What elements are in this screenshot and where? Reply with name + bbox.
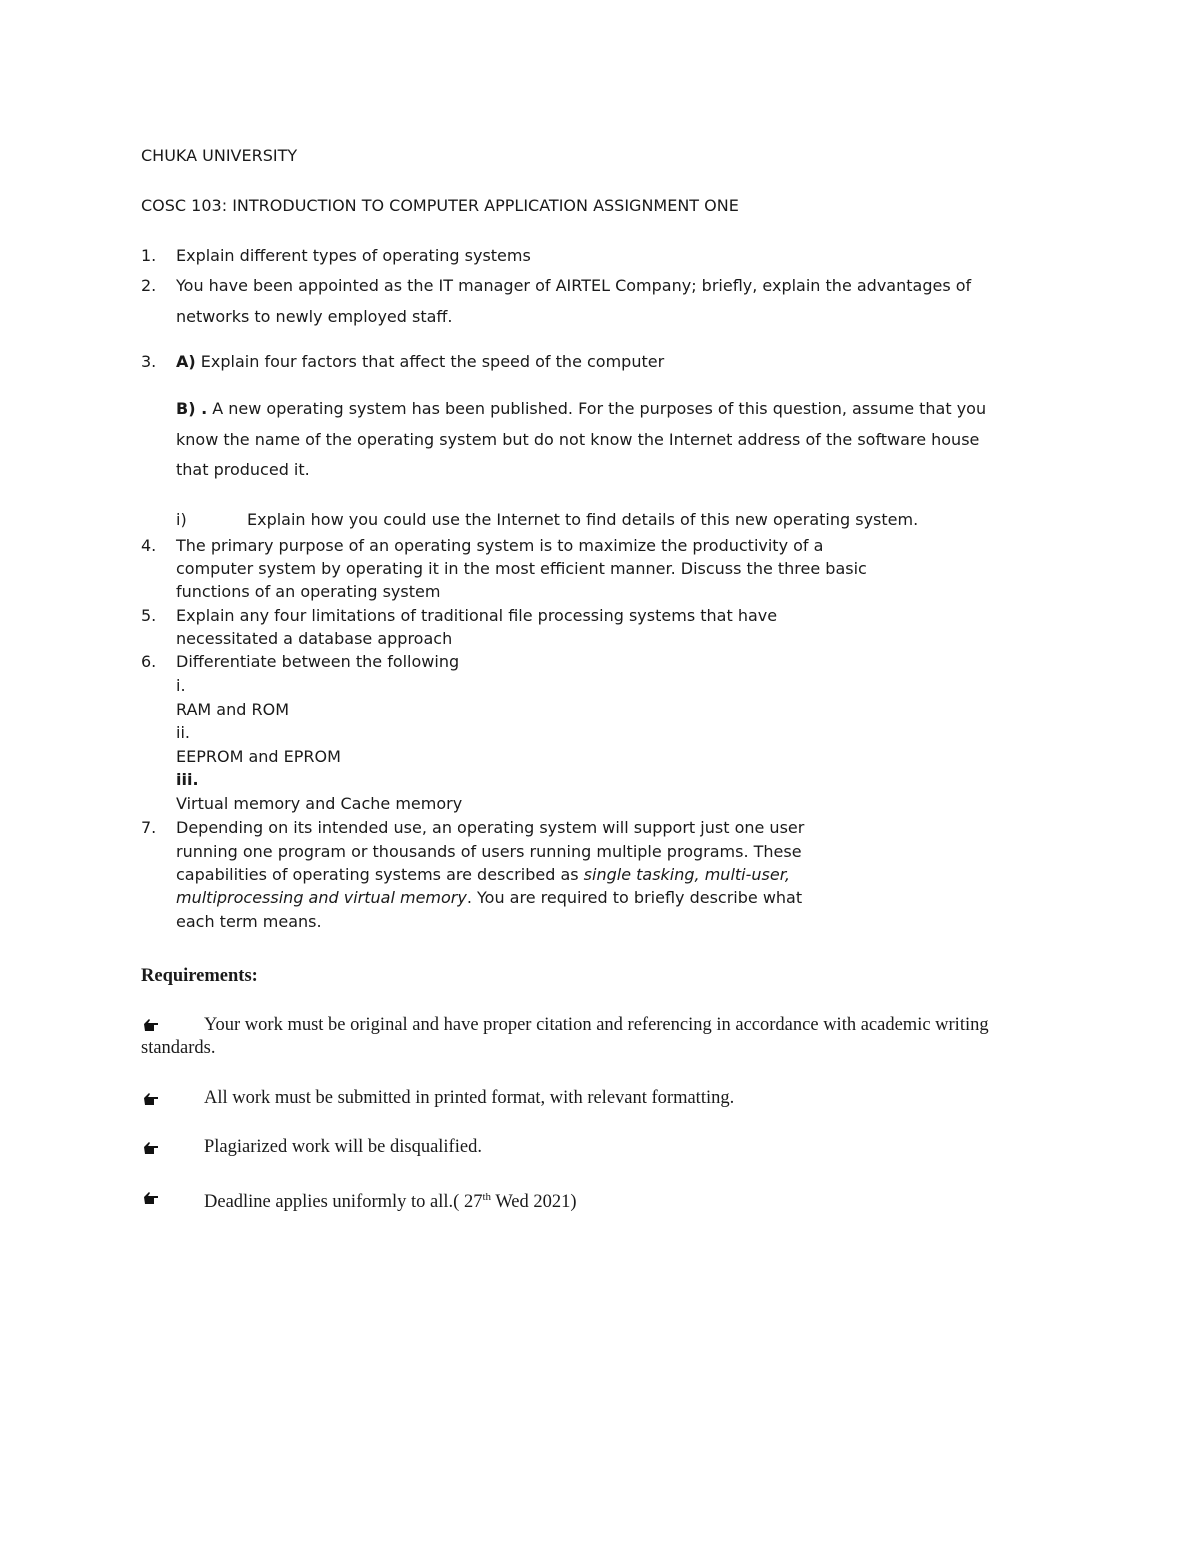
sub-question-label: i) <box>176 510 187 529</box>
part-label: B) . <box>176 399 208 418</box>
list-item: EEPROM and EPROM <box>176 747 341 766</box>
question-part-b <box>176 398 986 420</box>
question-text: necessitated a database approach <box>176 629 453 648</box>
part-label: A) <box>176 352 196 371</box>
question-number: 6. <box>141 652 157 671</box>
university-name: CHUKA UNIVERSITY <box>141 146 298 165</box>
question-text: networks to newly employed staff. <box>176 307 453 326</box>
question-text: Explain any four limitations of traditional file processing systems that have <box>176 606 778 625</box>
question-text: Explain different types of operating systems <box>176 246 531 265</box>
question-text: capabilities of operating systems are described as single tasking, multi-user, <box>176 865 790 884</box>
question-text: know the name of the operating system but do not know the Internet address of the software house <box>176 430 980 449</box>
question-text: Depending on its intended use, an operating system will support just one user <box>176 818 805 837</box>
requirement-text: Your work must be original and have proper citation and referencing in accordance with academic writing <box>204 1015 989 1035</box>
pointing-hand-icon <box>143 1191 159 1205</box>
requirement-text: Plagiarized work will be disqualified. <box>204 1137 482 1157</box>
question-text: computer system by operating it in the most efficient manner. Discuss the three basic <box>176 559 867 578</box>
pointing-hand-icon <box>143 1092 159 1106</box>
requirement-text: standards. <box>141 1038 216 1058</box>
requirement-text: Deadline applies uniformly to all.( 27th Wed 2021) <box>204 1191 577 1213</box>
question-text: that produced it. <box>176 460 310 479</box>
question-text: multiprocessing and virtual memory. You are required to briefly describe what <box>176 888 803 907</box>
requirements-heading: Requirements: <box>141 966 258 986</box>
ordinal-suffix: th <box>482 1191 492 1203</box>
course-title: COSC 103: INTRODUCTION TO COMPUTER APPLICATION ASSIGNMENT ONE <box>141 196 739 215</box>
list-label: ii. <box>176 723 190 742</box>
part-text: A new operating system has been published. For the purposes of this question, assume that you <box>207 399 987 418</box>
question-number: 4. <box>141 536 157 555</box>
question-number: 3. <box>141 352 157 371</box>
question-number: 5. <box>141 606 157 625</box>
question-text: Differentiate between the following <box>176 652 460 671</box>
pointing-hand-icon <box>143 1018 159 1032</box>
question-number: 1. <box>141 246 157 265</box>
question-number: 2. <box>141 276 157 295</box>
question-text: functions of an operating system <box>176 582 441 601</box>
list-item: Virtual memory and Cache memory <box>176 794 463 813</box>
question-number: 7. <box>141 818 157 837</box>
question-text: The primary purpose of an operating system is to maximize the productivity of a <box>176 536 824 555</box>
list-item: RAM and ROM <box>176 700 290 719</box>
question-text: running one program or thousands of users running multiple programs. These <box>176 842 802 861</box>
pointing-hand-icon <box>143 1141 159 1155</box>
question-text: You have been appointed as the IT manager of AIRTEL Company; briefly, explain the advantages of <box>176 276 972 295</box>
list-label: iii. <box>176 770 199 789</box>
requirement-text: All work must be submitted in printed format, with relevant formatting. <box>204 1088 735 1108</box>
part-text: Explain four factors that affect the speed of the computer <box>195 352 665 371</box>
sub-question-text: Explain how you could use the Internet to find details of this new operating system. <box>247 510 919 529</box>
question-part-a <box>176 351 664 373</box>
list-label: i. <box>176 676 186 695</box>
question-text: each term means. <box>176 912 322 931</box>
